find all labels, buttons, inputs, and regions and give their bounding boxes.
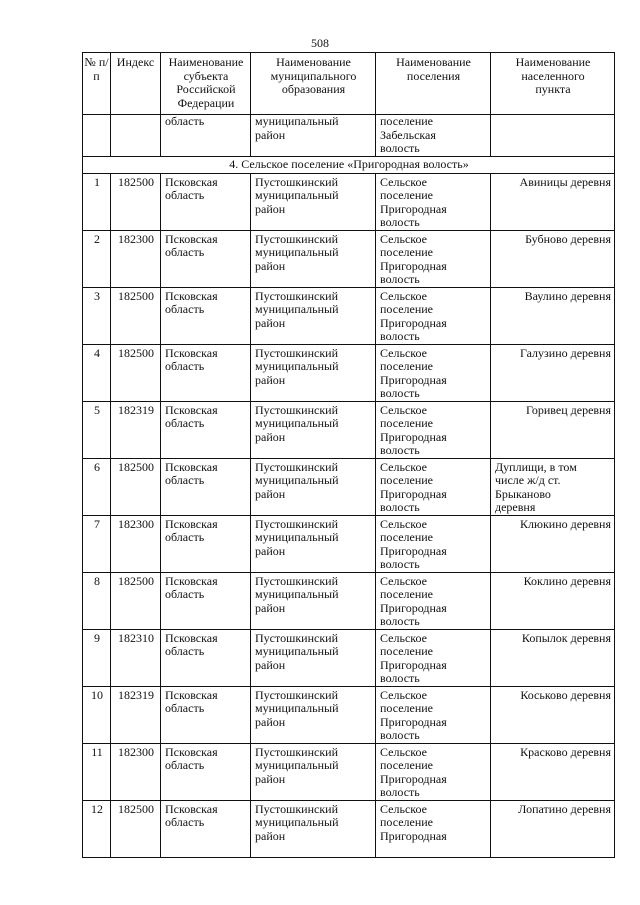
row-settlement-cell-line: Сельское (380, 402, 427, 417)
row-index-cell: 182500 (111, 287, 161, 344)
row-locality-cell-line: Коклино деревня (523, 573, 611, 588)
row-subject-cell-line: Псковская (165, 687, 218, 702)
row-municipality-cell (251, 686, 376, 743)
row-municipality-cell-line: район (255, 372, 286, 387)
row-settlement-cell-line: Сельское (380, 801, 427, 816)
header-index-text: Индекс (116, 55, 155, 69)
row-index-cell: 182310 (111, 629, 161, 686)
row-locality-cell-line: Лопатино деревня (518, 801, 611, 816)
row-subject-cell-line: область (165, 530, 205, 544)
row-municipality-cell-line: район (255, 828, 286, 843)
header-num-text: № п/п (84, 55, 109, 83)
row-settlement-cell-line: волость (380, 443, 420, 457)
row-municipality-cell-line: муниципальный (255, 758, 339, 772)
row-subject-cell-line: область (165, 359, 205, 373)
row-locality-cell-line: Брыканово (495, 486, 551, 501)
header-subject-line: Наименование (168, 55, 244, 69)
row-settlement-cell-line: Пригородная (380, 828, 447, 843)
header-locality (491, 53, 615, 115)
row-municipality-cell-line: Пустошкинский (255, 744, 338, 759)
row-settlement-cell-line: Пригородная (380, 543, 447, 558)
table-row (83, 344, 615, 401)
row-municipality-cell-line: район (255, 714, 286, 729)
row-num-cell: 7 (83, 515, 111, 572)
row-municipality-cell-line: район (255, 600, 286, 615)
row-settlement-cell-line: поселение (380, 188, 434, 202)
header-settlement-line: Наименование (396, 55, 471, 69)
row-settlement-cell (376, 686, 491, 743)
row-settlement-cell-line: волость (380, 557, 420, 571)
row-settlement-cell-line: Сельское (380, 288, 427, 303)
cont-num-cell (83, 115, 111, 157)
row-locality-cell (491, 743, 615, 800)
header-locality-line: пункта (535, 82, 571, 96)
row-locality-cell-line: Ваулино деревня (524, 288, 611, 303)
row-locality-cell-line: числе ж/д ст. (495, 473, 561, 487)
row-municipality-cell-line: Пустошкинский (255, 516, 338, 531)
row-num-cell: 8 (83, 572, 111, 629)
row-settlement-cell-line: поселение (380, 416, 434, 430)
row-settlement-cell-line: поселение (380, 815, 434, 829)
row-settlement-cell-line: поселение (380, 302, 434, 316)
row-subject-cell-line: Псковская (165, 402, 218, 417)
row-municipality-cell (251, 572, 376, 629)
row-subject-cell (161, 401, 251, 458)
row-settlement-cell-line: поселение (380, 359, 434, 373)
row-municipality-cell-line: Пустошкинский (255, 288, 338, 303)
row-settlement-cell-line: поселение (380, 587, 434, 601)
row-index-cell: 182500 (111, 173, 161, 230)
row-settlement-cell (376, 344, 491, 401)
row-subject-cell (161, 686, 251, 743)
row-municipality-cell-line: район (255, 543, 286, 558)
table-row (83, 629, 615, 686)
row-subject-cell (161, 230, 251, 287)
row-settlement-cell-line: Сельское (380, 459, 427, 474)
row-locality-cell (491, 629, 615, 686)
row-subject-cell-line: область (165, 473, 205, 487)
row-municipality-cell-line: муниципальный (255, 587, 339, 601)
row-subject-cell-line: Псковская (165, 288, 218, 303)
header-municipality-line: образования (281, 82, 346, 96)
row-locality-cell-line: Клюкино деревня (520, 516, 611, 531)
header-num (83, 53, 111, 115)
cont-municipality-cell (251, 115, 376, 157)
row-subject-cell (161, 173, 251, 230)
continuation-row (83, 115, 615, 157)
row-subject-cell-line: Псковская (165, 630, 218, 645)
row-municipality-cell-line: муниципальный (255, 188, 339, 202)
row-locality-cell (491, 173, 615, 230)
cont-settlement-cell (376, 115, 491, 157)
row-settlement-cell-line: Пригородная (380, 486, 447, 501)
row-settlement-cell (376, 401, 491, 458)
cont-subject-text: область (165, 114, 205, 128)
row-municipality-cell (251, 173, 376, 230)
row-subject-cell-line: Псковская (165, 174, 218, 189)
row-subject-cell-line: Псковская (165, 231, 218, 246)
row-num-cell: 9 (83, 629, 111, 686)
header-settlement (376, 53, 491, 115)
row-subject-cell-line: Псковская (165, 573, 218, 588)
row-settlement-cell (376, 287, 491, 344)
row-locality-cell-line: Бубново деревня (525, 231, 611, 246)
row-municipality-cell (251, 800, 376, 857)
row-settlement-cell (376, 230, 491, 287)
row-settlement-cell-line: волость (380, 728, 420, 742)
row-subject-cell (161, 458, 251, 515)
table-row (83, 458, 615, 515)
row-settlement-cell (376, 572, 491, 629)
header-municipality-line: Наименование (276, 55, 351, 69)
row-subject-cell (161, 743, 251, 800)
row-subject-cell-line: Псковская (165, 345, 218, 360)
row-locality-cell (491, 800, 615, 857)
header-subject-line: Федерации (177, 95, 235, 110)
row-municipality-cell-line: район (255, 771, 286, 786)
row-subject-cell (161, 515, 251, 572)
row-settlement-cell-line: Сельское (380, 345, 427, 360)
header-municipality (251, 53, 376, 115)
section-title: 4. Сельское поселение «Пригородная волость» (83, 156, 615, 173)
row-municipality-cell-line: район (255, 429, 286, 444)
cont-municipality-line: муниципальный (255, 114, 339, 128)
row-locality-cell-line: Дуплищи, в том (495, 459, 577, 474)
row-municipality-cell-line: Пустошкинский (255, 402, 338, 417)
table-row (83, 230, 615, 287)
table-row (83, 686, 615, 743)
row-index-cell: 182500 (111, 800, 161, 857)
row-municipality-cell-line: муниципальный (255, 245, 339, 259)
row-subject-cell (161, 344, 251, 401)
header-settlement-line: поселения (406, 68, 461, 83)
row-index-cell: 182319 (111, 401, 161, 458)
row-settlement-cell-line: Пригородная (380, 714, 447, 729)
row-subject-cell-line: область (165, 758, 205, 772)
row-municipality-cell-line: Пустошкинский (255, 801, 338, 816)
row-settlement-cell-line: волость (380, 215, 420, 229)
row-settlement-cell-line: Пригородная (380, 258, 447, 273)
row-locality-cell-line: Красково деревня (520, 744, 611, 759)
row-locality-cell (491, 401, 615, 458)
row-locality-cell (491, 230, 615, 287)
cont-index-cell (111, 115, 161, 157)
cont-settlement-line: Забельская (380, 127, 436, 142)
row-subject-cell-line: Псковская (165, 744, 218, 759)
row-municipality-cell (251, 515, 376, 572)
row-settlement-cell-line: поселение (380, 644, 434, 658)
row-settlement-cell-line: Сельское (380, 744, 427, 759)
table-row (83, 173, 615, 230)
row-subject-cell (161, 629, 251, 686)
row-num-cell: 5 (83, 401, 111, 458)
row-settlement-cell-line: Пригородная (380, 429, 447, 444)
row-settlement-cell-line: поселение (380, 758, 434, 772)
row-locality-cell (491, 287, 615, 344)
row-num-cell: 6 (83, 458, 111, 515)
row-subject-cell-line: Псковская (165, 459, 218, 474)
table-row (83, 401, 615, 458)
settlements-table (82, 52, 615, 858)
row-locality-cell (491, 572, 615, 629)
row-locality-cell-line: Галузино деревня (519, 345, 611, 360)
row-locality-cell-line: Горивец деревня (525, 402, 611, 417)
row-municipality-cell-line: район (255, 486, 286, 501)
table-row (83, 743, 615, 800)
row-num-cell: 11 (83, 743, 111, 800)
row-municipality-cell-line: муниципальный (255, 815, 339, 829)
header-subject-line: Российской (176, 82, 236, 96)
row-municipality-cell-line: Пустошкинский (255, 231, 338, 246)
header-subject-line: субъекта (183, 68, 229, 83)
table-row (83, 287, 615, 344)
row-settlement-cell-line: волость (380, 614, 420, 628)
row-municipality-cell-line: Пустошкинский (255, 459, 338, 474)
row-municipality-cell-line: муниципальный (255, 644, 339, 658)
row-municipality-cell-line: Пустошкинский (255, 345, 338, 360)
row-subject-cell-line: область (165, 416, 205, 430)
row-settlement-cell (376, 515, 491, 572)
row-settlement-cell (376, 458, 491, 515)
row-locality-cell-line: Коськово деревня (520, 687, 611, 702)
header-row (83, 53, 615, 115)
row-subject-cell-line: область (165, 815, 205, 829)
row-num-cell: 3 (83, 287, 111, 344)
row-subject-cell-line: область (165, 302, 205, 316)
row-municipality-cell-line: Пустошкинский (255, 630, 338, 645)
row-subject-cell-line: область (165, 587, 205, 601)
row-subject-cell-line: область (165, 188, 205, 202)
row-municipality-cell-line: Пустошкинский (255, 687, 338, 702)
row-municipality-cell-line: муниципальный (255, 359, 339, 373)
row-settlement-cell-line: Пригородная (380, 315, 447, 330)
cont-subject-cell (161, 115, 251, 157)
row-settlement-cell (376, 173, 491, 230)
row-index-cell: 182319 (111, 686, 161, 743)
row-settlement-cell-line: поселение (380, 245, 434, 259)
row-num-cell: 10 (83, 686, 111, 743)
row-municipality-cell (251, 401, 376, 458)
row-municipality-cell (251, 287, 376, 344)
row-subject-cell-line: Псковская (165, 801, 218, 816)
row-municipality-cell (251, 629, 376, 686)
row-num-cell: 4 (83, 344, 111, 401)
row-settlement-cell-line: волость (380, 500, 420, 514)
row-municipality-cell-line: муниципальный (255, 416, 339, 430)
row-settlement-cell-line: Сельское (380, 687, 427, 702)
header-locality-line: Наименование (515, 55, 591, 69)
row-municipality-cell-line: муниципальный (255, 473, 339, 487)
row-municipality-cell-line: район (255, 315, 286, 330)
row-locality-cell-line: Копылок деревня (521, 630, 611, 645)
table-row (83, 572, 615, 629)
row-municipality-cell (251, 743, 376, 800)
row-locality-cell (491, 686, 615, 743)
cont-locality-cell (491, 115, 615, 157)
row-num-cell: 1 (83, 173, 111, 230)
row-municipality-cell (251, 230, 376, 287)
row-settlement-cell-line: Пригородная (380, 771, 447, 786)
row-settlement-cell-line: поселение (380, 530, 434, 544)
row-municipality-cell-line: район (255, 258, 286, 273)
table-row (83, 515, 615, 572)
row-settlement-cell-line: волость (380, 785, 420, 799)
row-settlement-cell-line: Пригородная (380, 372, 447, 387)
row-subject-cell-line: область (165, 701, 205, 715)
row-settlement-cell-line: Сельское (380, 516, 427, 531)
row-municipality-cell-line: Пустошкинский (255, 573, 338, 588)
row-index-cell: 182300 (111, 515, 161, 572)
row-locality-cell (491, 344, 615, 401)
row-settlement-cell-line: волость (380, 272, 420, 286)
row-subject-cell-line: Псковская (165, 516, 218, 531)
row-index-cell: 182500 (111, 344, 161, 401)
row-municipality-cell (251, 458, 376, 515)
row-settlement-cell-line: Пригородная (380, 657, 447, 672)
row-subject-cell (161, 800, 251, 857)
table-row (83, 800, 615, 857)
row-settlement-cell (376, 800, 491, 857)
row-municipality-cell-line: Пустошкинский (255, 174, 338, 189)
cont-settlement-line: волость (380, 141, 420, 155)
row-settlement-cell-line: Пригородная (380, 600, 447, 615)
row-settlement-cell-line: Сельское (380, 174, 427, 189)
row-municipality-cell-line: муниципальный (255, 302, 339, 316)
row-municipality-cell-line: район (255, 201, 286, 216)
row-index-cell: 182500 (111, 572, 161, 629)
row-subject-cell (161, 287, 251, 344)
row-settlement-cell-line: волость (380, 671, 420, 685)
cont-settlement-line: поселение (380, 114, 434, 128)
row-locality-cell-line: Авиницы деревня (519, 174, 611, 189)
row-settlement-cell-line: Пригородная (380, 201, 447, 216)
row-municipality-cell-line: район (255, 657, 286, 672)
row-locality-cell-line: деревня (495, 500, 536, 514)
row-settlement-cell (376, 743, 491, 800)
row-num-cell: 2 (83, 230, 111, 287)
row-municipality-cell-line: муниципальный (255, 701, 339, 715)
row-municipality-cell-line: муниципальный (255, 530, 339, 544)
row-settlement-cell-line: Сельское (380, 231, 427, 246)
row-subject-cell-line: область (165, 644, 205, 658)
section-row (83, 156, 615, 173)
cont-municipality-line: район (255, 127, 286, 142)
row-num-cell: 12 (83, 800, 111, 857)
row-index-cell: 182300 (111, 230, 161, 287)
header-index (111, 53, 161, 115)
row-settlement-cell-line: волость (380, 329, 420, 343)
header-locality-line: населенного (521, 68, 585, 83)
row-locality-cell (491, 458, 615, 515)
row-settlement-cell-line: поселение (380, 701, 434, 715)
header-subject (161, 53, 251, 115)
row-index-cell: 182500 (111, 458, 161, 515)
row-settlement-cell-line: Сельское (380, 573, 427, 588)
row-settlement-cell-line: Сельское (380, 630, 427, 645)
row-settlement-cell (376, 629, 491, 686)
row-subject-cell (161, 572, 251, 629)
row-index-cell: 182300 (111, 743, 161, 800)
row-locality-cell (491, 515, 615, 572)
row-settlement-cell-line: поселение (380, 473, 434, 487)
row-municipality-cell (251, 344, 376, 401)
row-subject-cell-line: область (165, 245, 205, 259)
header-municipality-line: муниципального (270, 68, 357, 83)
row-settlement-cell-line: волость (380, 386, 420, 400)
page-number: 508 (311, 36, 329, 50)
